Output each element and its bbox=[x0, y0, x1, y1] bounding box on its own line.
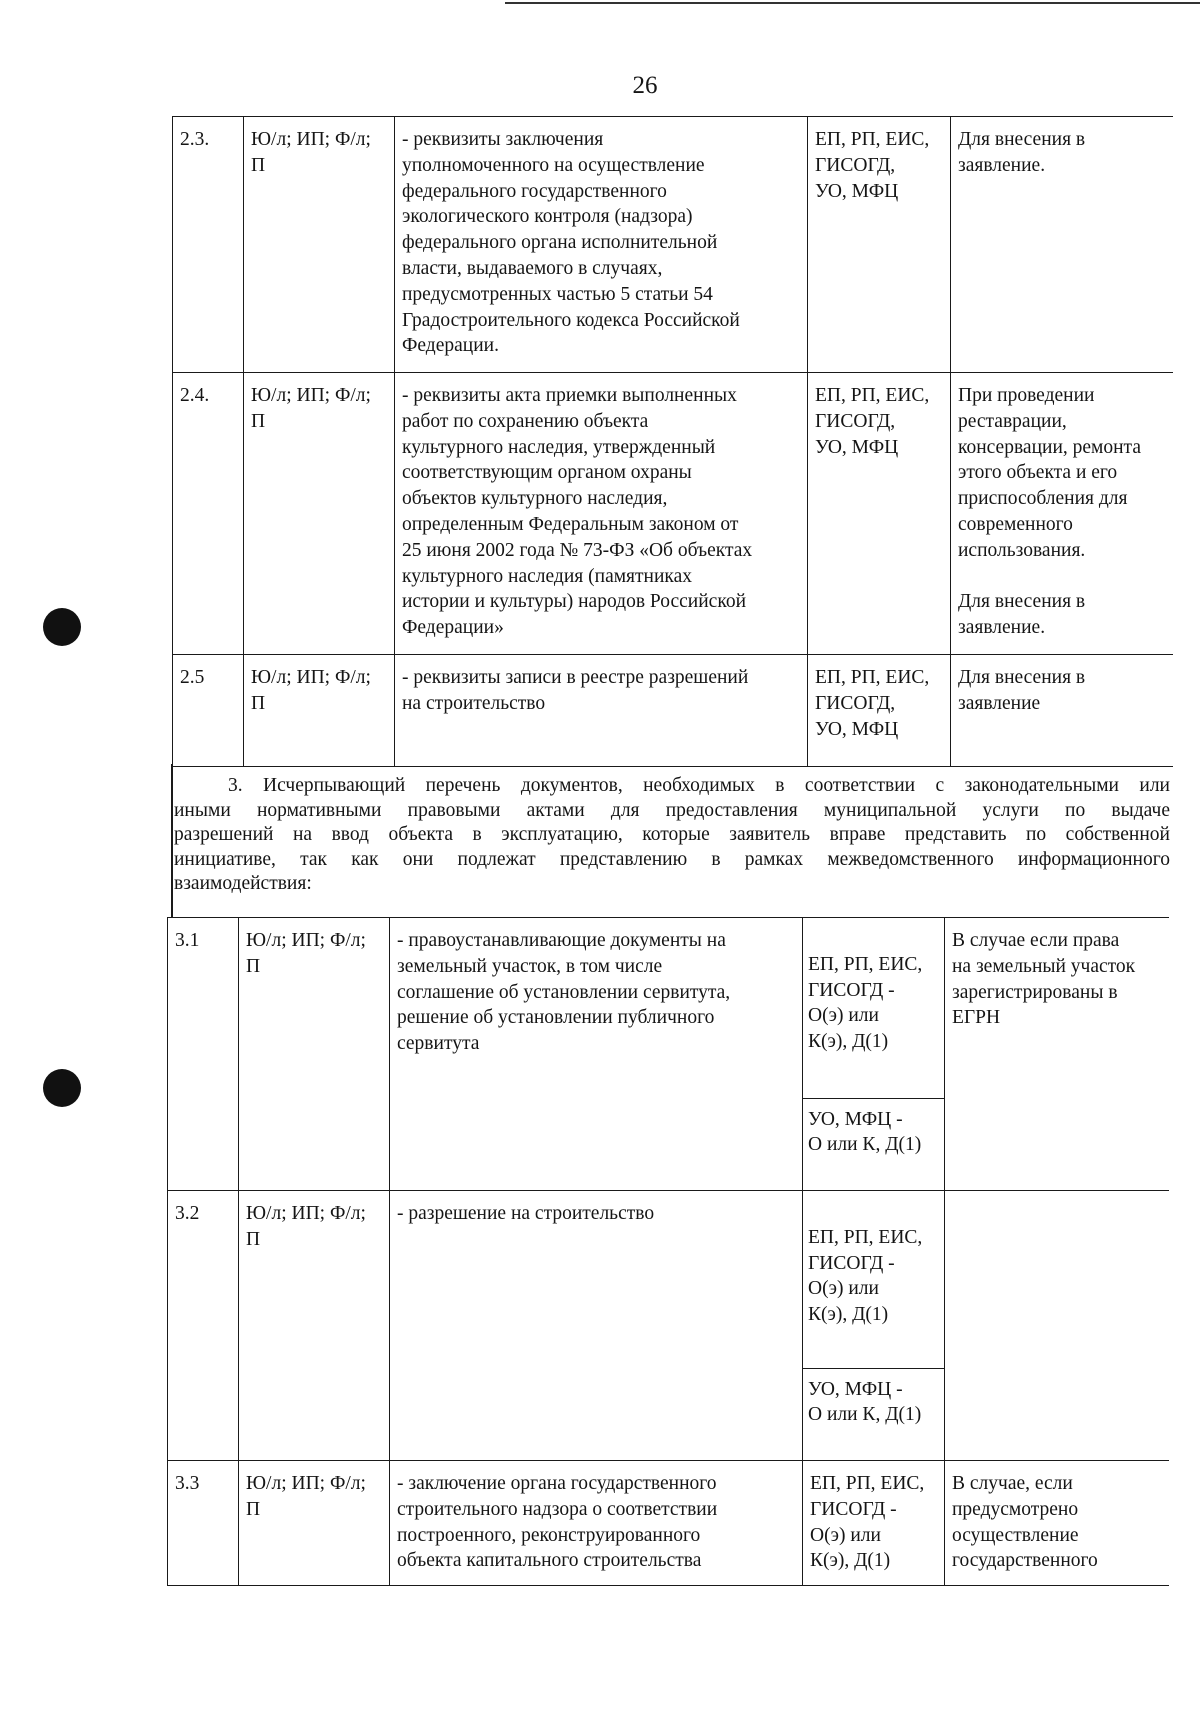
applicant-types: Ю/л; ИП; Ф/л; П bbox=[239, 918, 390, 1191]
applicant-types: Ю/л; ИП; Ф/л; П bbox=[239, 1460, 390, 1585]
row-note: При проведении реставрации, консервации, ремонта этого объекта и его приспособления для современного использования. Для внесения в заявление. bbox=[951, 373, 1173, 655]
table-left-border bbox=[171, 764, 173, 918]
document-description: - заключение органа государственного строительного надзора о соответствии построенного, реконструированного объекта капитального строительства bbox=[390, 1460, 803, 1585]
table-row bbox=[173, 655, 1173, 767]
row-number: 2.3. bbox=[173, 117, 244, 373]
submission-channels: ЕП, РП, ЕИС, ГИСОГД, УО, МФЦ bbox=[808, 373, 951, 655]
section-3-line: инициативе, так как они подлежат представлению в рамках межведомственного информационного bbox=[174, 848, 1170, 870]
document-description: - реквизиты акта приемки выполненных работ по сохранению объекта культурного наследия, утвержденный соответствующим органом охраны объектов культурного наследия, определенным Федеральным законом от 25 июня 2002 года № 73-ФЗ «Об объектах культурного наследия (памятниках истории и культуры) народов Российской Федерации» bbox=[395, 373, 808, 655]
channels-in-person: УО, МФЦ - О или К, Д(1) bbox=[803, 1098, 944, 1165]
section-3-line: взаимодействия: bbox=[174, 873, 312, 894]
row-note: Для внесения в заявление bbox=[951, 655, 1173, 767]
section-3-intro bbox=[174, 774, 1170, 897]
channels-in-person: УО, МФЦ - О или К, Д(1) bbox=[803, 1368, 944, 1435]
submission-channels bbox=[803, 1190, 945, 1460]
submission-channels: ЕП, РП, ЕИС, ГИСОГД, УО, МФЦ bbox=[808, 117, 951, 373]
applicant-types: Ю/л; ИП; Ф/л; П bbox=[244, 117, 395, 373]
document-description: - правоустанавливающие документы на земельный участок, в том числе соглашение об установлении сервитута, решение об установлении публичного сервитута bbox=[390, 918, 803, 1191]
table-row bbox=[173, 373, 1173, 655]
document-description: - реквизиты заключения уполномоченного на осуществление федерального государственного экологического контроля (надзора) федерального органа исполнительной власти, выдаваемого в случаях, предусмотренных частью 5 статьи 54 Градостроительного кодекса Российской Федерации. bbox=[395, 117, 808, 373]
document-description: - разрешение на строительство bbox=[390, 1190, 803, 1460]
document-description: - реквизиты записи в реестре разрешений на строительство bbox=[395, 655, 808, 767]
channels-electronic: ЕП, РП, ЕИС, ГИСОГД - О(э) или К(э), Д(1) bbox=[808, 1226, 923, 1326]
submission-channels: ЕП, РП, ЕИС, ГИСОГД, УО, МФЦ bbox=[808, 655, 951, 767]
table-row bbox=[173, 117, 1173, 373]
submission-channels bbox=[803, 918, 945, 1191]
submission-channels: ЕП, РП, ЕИС, ГИСОГД - О(э) или К(э), Д(1) bbox=[803, 1460, 945, 1585]
section-3-line: 3. Исчерпывающий перечень документов, необходимых в соответствии с законодательными или bbox=[228, 775, 1170, 796]
channels-electronic: ЕП, РП, ЕИС, ГИСОГД - О(э) или К(э), Д(1) bbox=[808, 953, 923, 1053]
section-3-line: разрешений на ввод объекта в эксплуатацию, которые заявитель вправе представить по собственной bbox=[174, 824, 1170, 845]
scan-edge-line bbox=[505, 2, 1200, 4]
row-note: В случае если права на земельный участок зарегистрированы в ЕГРН bbox=[945, 918, 1169, 1191]
punch-hole-upper bbox=[43, 608, 81, 646]
row-number: 3.1 bbox=[168, 918, 239, 1191]
applicant-types: Ю/л; ИП; Ф/л; П bbox=[244, 655, 395, 767]
applicant-types: Ю/л; ИП; Ф/л; П bbox=[239, 1190, 390, 1460]
documents-table-top bbox=[172, 116, 1173, 767]
row-number: 3.2 bbox=[168, 1190, 239, 1460]
table-row bbox=[168, 1190, 1169, 1460]
page-number: 26 bbox=[632, 72, 658, 99]
row-number: 3.3 bbox=[168, 1460, 239, 1585]
applicant-types: Ю/л; ИП; Ф/л; П bbox=[244, 373, 395, 655]
table-row bbox=[168, 1460, 1169, 1585]
punch-hole-lower bbox=[43, 1069, 81, 1107]
section-3-line: иными нормативными правовыми актами для предоставления муниципальной услуги по выдаче bbox=[174, 799, 1170, 821]
row-number: 2.4. bbox=[173, 373, 244, 655]
row-number: 2.5 bbox=[173, 655, 244, 767]
row-note bbox=[945, 1190, 1169, 1460]
table-row bbox=[168, 918, 1169, 1191]
row-note: В случае, если предусмотрено осуществление государственного bbox=[945, 1460, 1169, 1585]
documents-table-bottom bbox=[167, 917, 1169, 1586]
row-note: Для внесения в заявление. bbox=[951, 117, 1173, 373]
